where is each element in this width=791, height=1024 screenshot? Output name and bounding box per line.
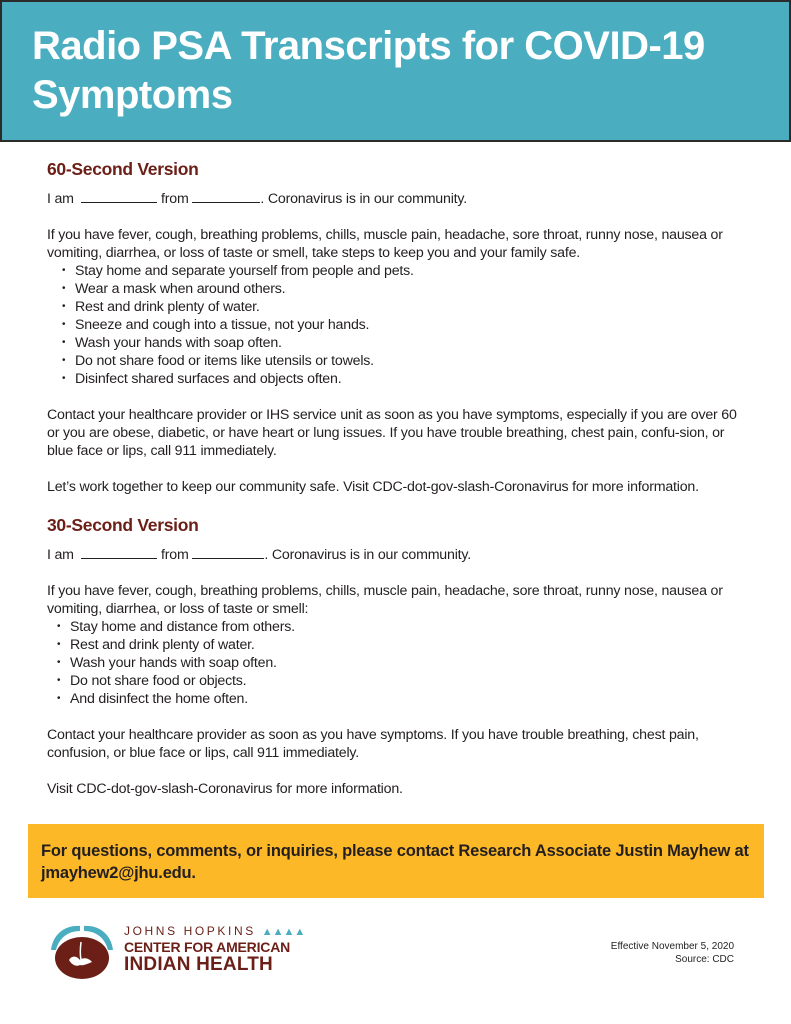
intro-rest: . Coronavirus is in our community. bbox=[264, 547, 471, 563]
triangles-icon: ▲▲▲▲ bbox=[261, 926, 306, 938]
list-item: • Rest and drink plenty of water. bbox=[47, 298, 747, 316]
effective-date: Effective November 5, 2020 bbox=[610, 941, 734, 952]
closing-paragraph: Visit CDC-dot-gov-slash-Coronavirus for more information. bbox=[47, 781, 403, 797]
document-meta bbox=[611, 940, 734, 966]
intro-line bbox=[47, 545, 747, 564]
main-content bbox=[47, 160, 747, 798]
contact-box bbox=[28, 824, 764, 898]
intro-i-am: I am bbox=[47, 547, 74, 563]
logo-line-center: CENTER FOR AMERICAN bbox=[124, 939, 291, 955]
page-title: Radio PSA Transcripts for COVID-19 Symptoms bbox=[32, 24, 705, 117]
intro-from: from bbox=[161, 191, 189, 207]
list-item: • Stay home and separate yourself from people and pets. bbox=[47, 262, 747, 280]
list-item: • Do not share food or objects. bbox=[47, 672, 747, 690]
contact-paragraph: Contact your healthcare provider as soon as you have symptoms. If you have trouble breathing, chest pain, confusion, or blue face or lips, call 911 immediately. bbox=[47, 727, 699, 761]
name-blank bbox=[81, 545, 157, 559]
thirty-second-section bbox=[47, 516, 747, 798]
section-title-60: 60-Second Version bbox=[47, 159, 199, 179]
list-item: • Wash your hands with soap often. bbox=[47, 654, 747, 672]
contact-paragraph: Contact your healthcare provider or IHS service unit as soon as you have symptoms, especially if you are over 60 or you are obese, diabetic, or have heart or lung issues. If you have trouble breathing, chest pain, confu-sion, or blue face or lips, call 911 immediately. bbox=[47, 407, 737, 459]
list-item: • Do not share food or items like utensils or towels. bbox=[47, 352, 747, 370]
symptoms-paragraph: If you have fever, cough, breathing problems, chills, muscle pain, headache, sore throat, runny nose, nausea or vomiting, diarrhea, or loss of taste or smell: bbox=[47, 583, 723, 617]
symptoms-paragraph: If you have fever, cough, breathing problems, chills, muscle pain, headache, sore throat, runny nose, nausea or vomiting, diarrhea, or loss of taste or smell, take steps to keep you and your family safe. bbox=[47, 227, 723, 261]
logo-text bbox=[124, 924, 305, 975]
list-item: • Wash your hands with soap often. bbox=[47, 334, 747, 352]
advice-list bbox=[47, 262, 747, 388]
logo-emblem-icon bbox=[47, 920, 117, 982]
closing-paragraph: Let’s work together to keep our community safe. Visit CDC-dot-gov-slash-Coronavirus for more information. bbox=[47, 479, 699, 495]
intro-from: from bbox=[161, 547, 189, 563]
advice-list bbox=[47, 618, 747, 708]
organization-logo bbox=[47, 920, 317, 982]
sixty-second-section bbox=[47, 160, 747, 496]
intro-rest: . Coronavirus is in our community. bbox=[260, 191, 467, 207]
source-label: Source: CDC bbox=[675, 954, 734, 965]
place-blank bbox=[192, 189, 260, 203]
section-title-30: 30-Second Version bbox=[47, 515, 199, 535]
list-item: • And disinfect the home often. bbox=[47, 690, 747, 708]
list-item: • Sneeze and cough into a tissue, not your hands. bbox=[47, 316, 747, 334]
intro-line bbox=[47, 189, 747, 208]
list-item: • Disinfect shared surfaces and objects often. bbox=[47, 370, 747, 388]
list-item: • Stay home and distance from others. bbox=[47, 618, 747, 636]
logo-line-johns-hopkins: JOHNS HOPKINS ▲▲▲▲ bbox=[124, 924, 306, 938]
place-blank bbox=[192, 545, 264, 559]
list-item: • Rest and drink plenty of water. bbox=[47, 636, 747, 654]
list-item: • Wear a mask when around others. bbox=[47, 280, 747, 298]
name-blank bbox=[81, 189, 157, 203]
logo-line-indian-health: INDIAN HEALTH bbox=[124, 954, 273, 975]
title-banner bbox=[0, 0, 791, 142]
intro-i-am: I am bbox=[47, 191, 74, 207]
contact-text: For questions, comments, or inquiries, please contact Research Associate Justin Mayhew at jmayhew2@jhu.edu. bbox=[41, 842, 749, 882]
